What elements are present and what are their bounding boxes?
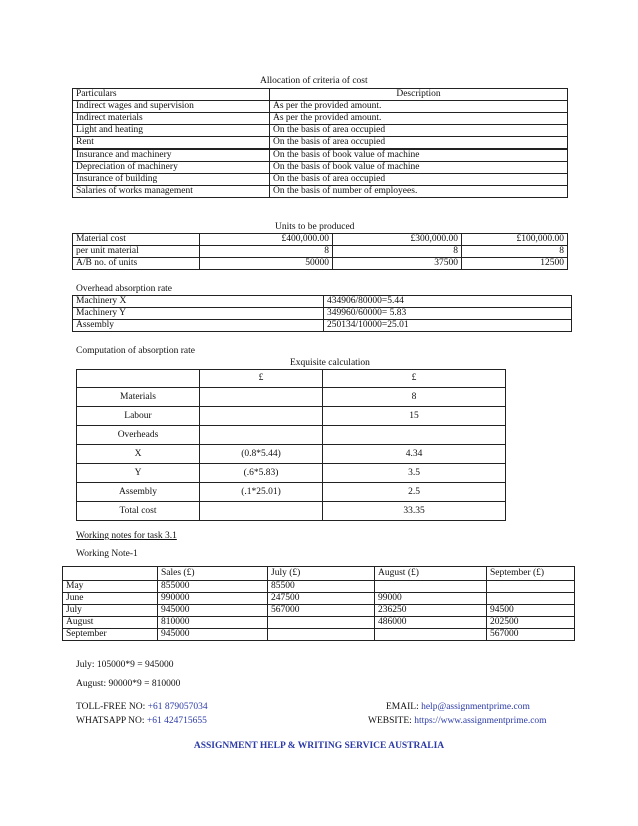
cell: Insurance and machinery (73, 149, 270, 162)
table-row (77, 388, 506, 407)
cell: 567000 (268, 605, 375, 617)
cell: 250134/10000=25.01 (324, 320, 572, 332)
cell: 8 (200, 246, 333, 258)
email-label: EMAIL: (386, 702, 419, 712)
cell: 12500 (462, 258, 568, 270)
cell: June (63, 593, 158, 605)
cell: 2.5 (323, 483, 506, 502)
cell: per unit material (73, 246, 200, 258)
cell: 945000 (158, 629, 268, 641)
overhead-table (72, 295, 572, 332)
table-row (73, 149, 568, 162)
cell: On the basis of number of employees. (270, 186, 568, 198)
cell: (.6*5.83) (200, 464, 323, 483)
cell: 85500 (268, 581, 375, 593)
whatsapp-number[interactable]: +61 424715655 (146, 716, 207, 726)
cell: 990000 (158, 593, 268, 605)
header-cell: September (£) (487, 567, 575, 581)
cell (268, 629, 375, 641)
cell: 94500 (487, 605, 575, 617)
working-note-label: Working Note-1 (76, 549, 138, 559)
cell (200, 502, 323, 521)
cell: Materials (77, 388, 200, 407)
cell: 945000 (158, 605, 268, 617)
table-row (77, 483, 506, 502)
cell (268, 617, 375, 629)
cell: July (63, 605, 158, 617)
computation-subtitle: Exquisite calculation (290, 358, 370, 368)
cell (200, 407, 323, 426)
calc-line: July: 105000*9 = 945000 (76, 660, 174, 670)
cell (487, 593, 575, 605)
cell: Rent (73, 137, 270, 150)
table-row (77, 464, 506, 483)
cell: Light and heating (73, 125, 270, 137)
computation-title: Computation of absorption rate (76, 346, 195, 356)
cell: 50000 (200, 258, 333, 270)
table-row (73, 234, 568, 246)
header-cell: July (£) (268, 567, 375, 581)
cell: X (77, 445, 200, 464)
cell: May (63, 581, 158, 593)
overhead-title: Overhead absorption rate (76, 284, 173, 294)
cell (200, 426, 323, 445)
cell: 810000 (158, 617, 268, 629)
table-header-row (73, 89, 568, 101)
email-line (386, 702, 530, 712)
table-row (63, 593, 575, 605)
cell: As per the provided amount. (270, 101, 568, 113)
cell: Assembly (77, 483, 200, 502)
cell: 4.34 (323, 445, 506, 464)
table-row (73, 174, 568, 186)
cell: 15 (323, 407, 506, 426)
website-line (368, 716, 547, 726)
header-cell (77, 370, 200, 388)
header-cell: August (£) (375, 567, 487, 581)
cell: 236250 (375, 605, 487, 617)
cell: Assembly (73, 320, 324, 332)
table-row (77, 407, 506, 426)
table-row (73, 162, 568, 174)
cell: 8 (323, 388, 506, 407)
header-cell: £ (323, 370, 506, 388)
cell: 486000 (375, 617, 487, 629)
cell: A/B no. of units (73, 258, 200, 270)
cell: On the basis of area occupied (270, 137, 568, 150)
cell: Material cost (73, 234, 200, 246)
whatsapp-label: WHATSAPP NO: (76, 716, 145, 726)
header-cell (63, 567, 158, 581)
table-row (73, 137, 568, 150)
table-row (73, 320, 572, 332)
cell: Overheads (77, 426, 200, 445)
table-row (73, 101, 568, 113)
tollfree-line (76, 702, 208, 712)
cell: £400,000.00 (200, 234, 333, 246)
cell: On the basis of area occupied (270, 125, 568, 137)
calc-line: August: 90000*9 = 810000 (76, 679, 181, 689)
cell: Salaries of works management (73, 186, 270, 198)
allocation-title: Allocation of criteria of cost (260, 76, 368, 86)
tollfree-number[interactable]: +61 879057034 (147, 702, 208, 712)
cell: 8 (462, 246, 568, 258)
cell: Y (77, 464, 200, 483)
website-link[interactable]: https://www.assignmentprime.com (414, 716, 547, 726)
table-row (73, 308, 572, 320)
working-notes-title: Working notes for task 3.1 (76, 531, 177, 541)
cell: 3.5 (323, 464, 506, 483)
allocation-table (72, 88, 568, 198)
cell: 37500 (333, 258, 462, 270)
cell: Indirect wages and supervision (73, 101, 270, 113)
cell: Labour (77, 407, 200, 426)
table-row (73, 113, 568, 125)
cell: £300,000.00 (333, 234, 462, 246)
cell: 855000 (158, 581, 268, 593)
table-row (63, 581, 575, 593)
cell: Insurance of building (73, 174, 270, 186)
header-cell: Sales (£) (158, 567, 268, 581)
cell: Machinery Y (73, 308, 324, 320)
cell: As per the provided amount. (270, 113, 568, 125)
cell: 8 (333, 246, 462, 258)
cell (487, 581, 575, 593)
table-row (73, 125, 568, 137)
units-title: Units to be produced (275, 222, 355, 232)
cell (375, 629, 487, 641)
table-row (63, 605, 575, 617)
cell: 247500 (268, 593, 375, 605)
cell: August (63, 617, 158, 629)
computation-table (76, 369, 506, 521)
table-row (73, 246, 568, 258)
cell: 99000 (375, 593, 487, 605)
cell: Machinery X (73, 296, 324, 308)
header-cell: Description (270, 89, 568, 101)
table-row (77, 426, 506, 445)
cell: (.1*25.01) (200, 483, 323, 502)
website-label: WEBSITE: (368, 716, 412, 726)
table-header-row (63, 567, 575, 581)
cell: 33.35 (323, 502, 506, 521)
cell: On the basis of book value of machine (270, 162, 568, 174)
table-row (63, 617, 575, 629)
email-link[interactable]: help@assignmentprime.com (421, 702, 530, 712)
cell (375, 581, 487, 593)
cell: On the basis of area occupied (270, 174, 568, 186)
cell: 349960/60000= 5.83 (324, 308, 572, 320)
footer-banner: ASSIGNMENT HELP & WRITING SERVICE AUSTRALIA (193, 741, 445, 751)
table-row (73, 258, 568, 270)
cell: 434906/80000=5.44 (324, 296, 572, 308)
cell: 202500 (487, 617, 575, 629)
cell: (0.8*5.44) (200, 445, 323, 464)
working-table (62, 566, 575, 641)
tollfree-label: TOLL-FREE NO: (76, 702, 146, 712)
cell: Total cost (77, 502, 200, 521)
cell (200, 388, 323, 407)
header-cell: Particulars (73, 89, 270, 101)
cell: On the basis of book value of machine (270, 149, 568, 162)
table-row (77, 502, 506, 521)
whatsapp-line (76, 716, 207, 726)
table-row (73, 186, 568, 198)
cell: Indirect materials (73, 113, 270, 125)
cell: September (63, 629, 158, 641)
table-row (73, 296, 572, 308)
units-table (72, 233, 568, 270)
header-cell: £ (200, 370, 323, 388)
cell: Depreciation of machinery (73, 162, 270, 174)
cell (323, 426, 506, 445)
table-row (77, 445, 506, 464)
table-row (63, 629, 575, 641)
cell: £100,000.00 (462, 234, 568, 246)
table-header-row (77, 370, 506, 388)
cell: 567000 (487, 629, 575, 641)
